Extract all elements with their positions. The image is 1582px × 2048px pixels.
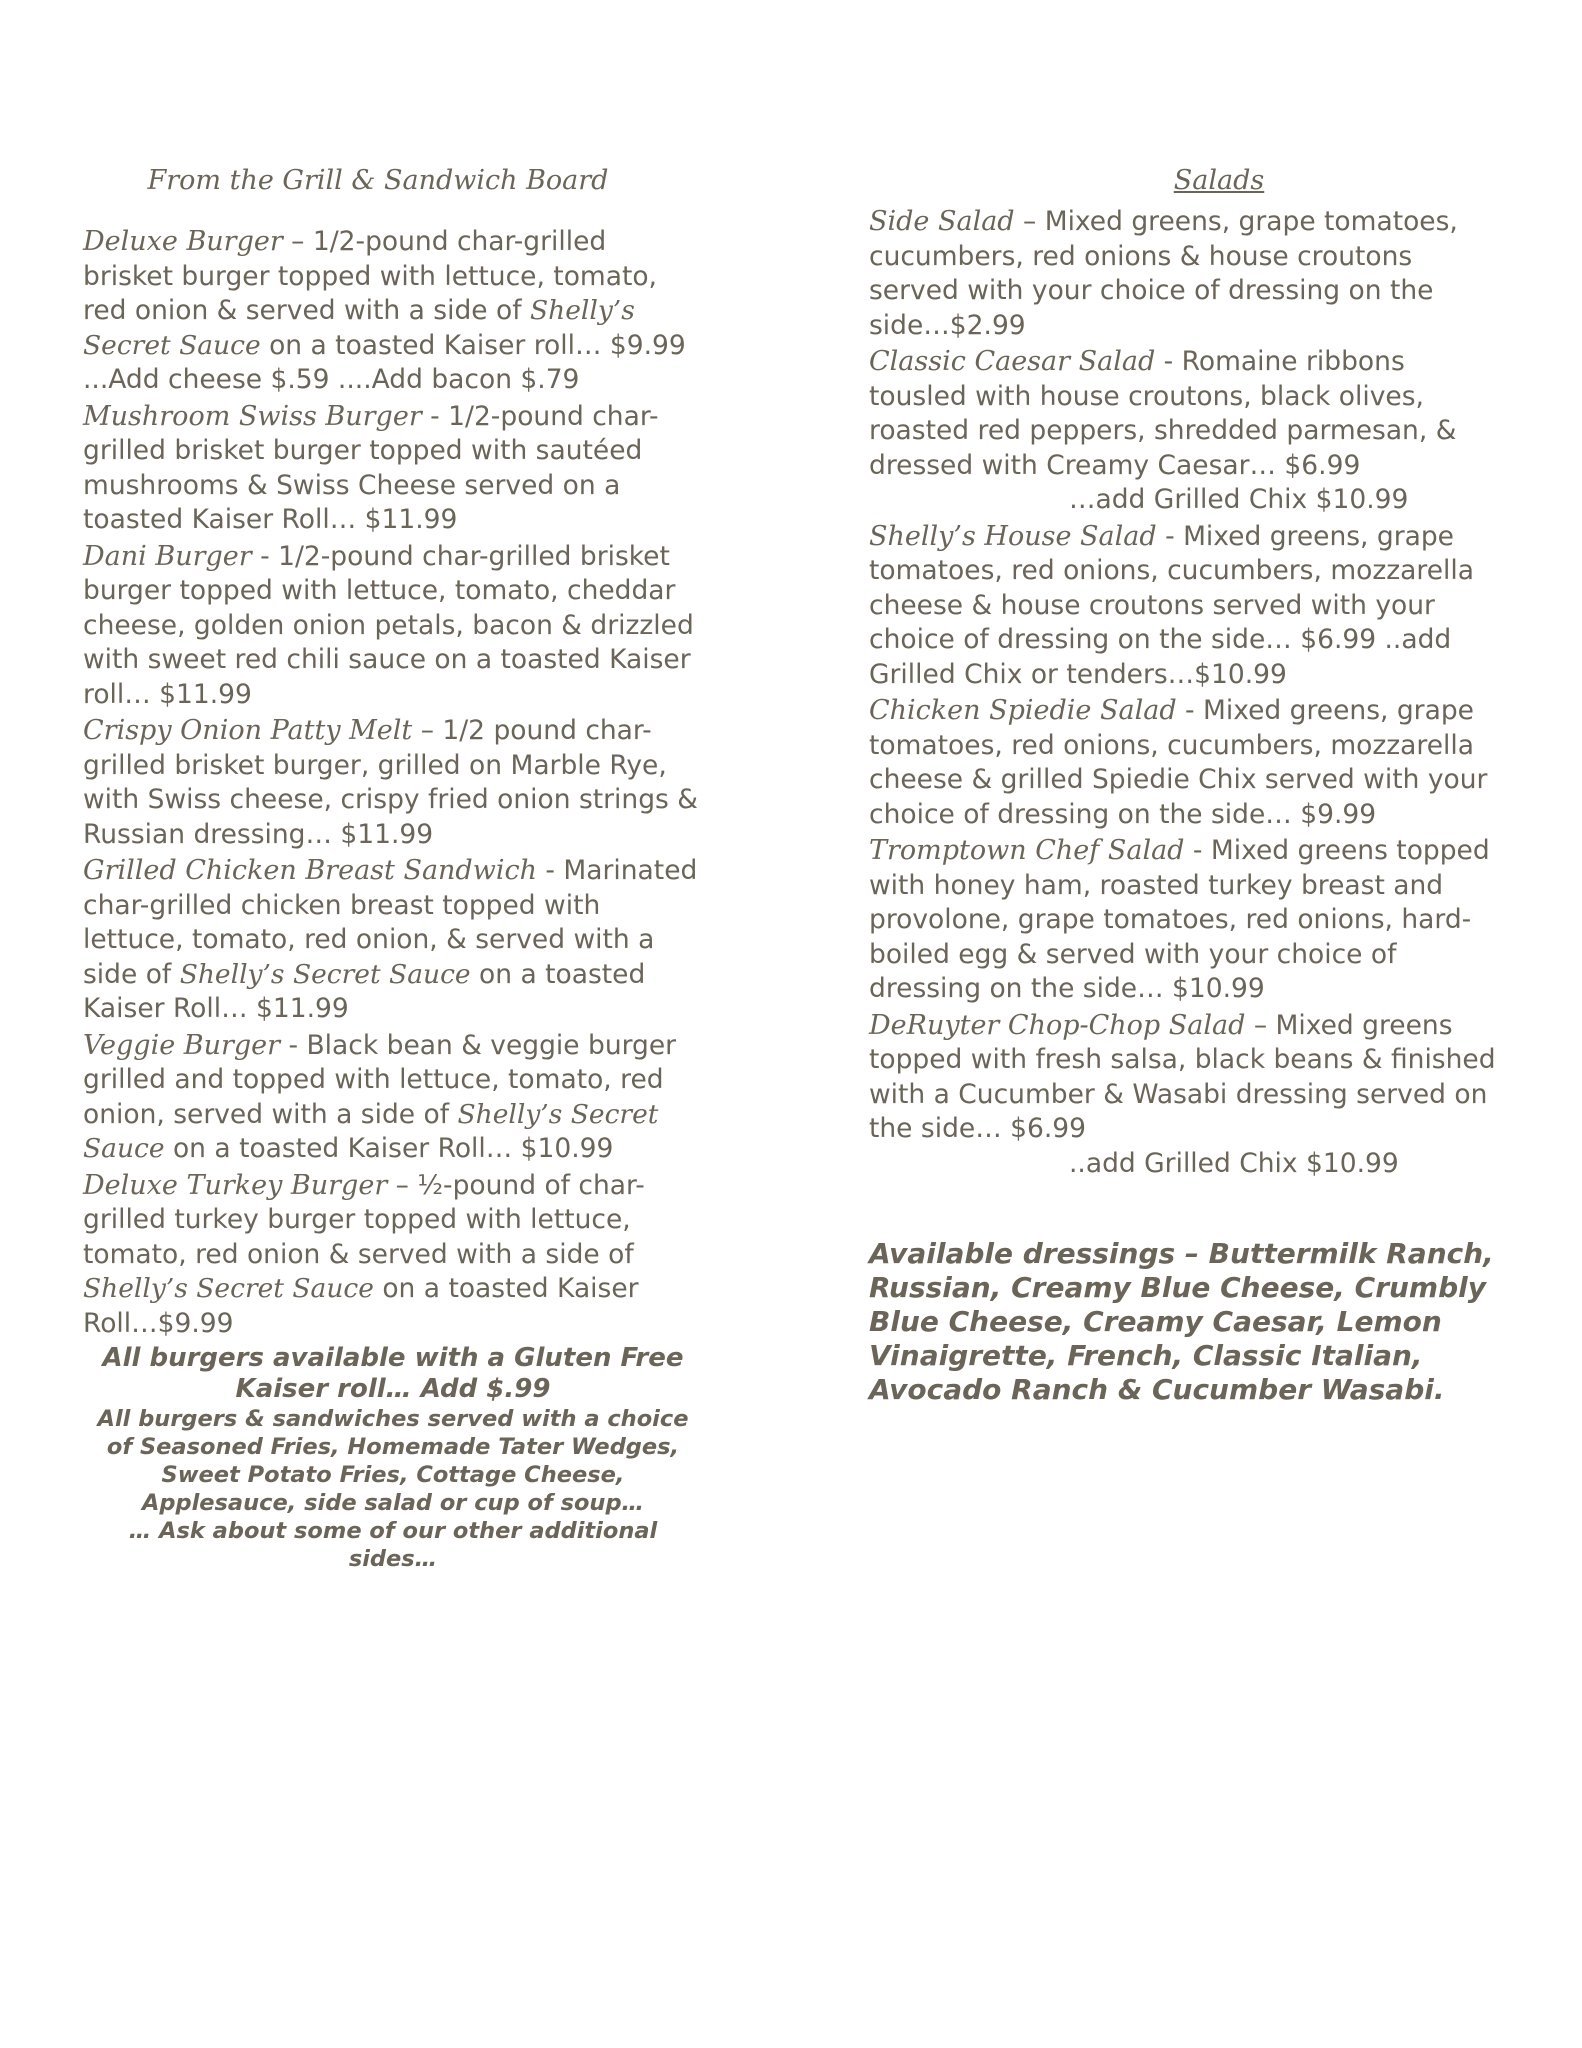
item-name: Chicken Spiedie Salad xyxy=(869,695,1177,727)
item-name: Shelly’s House Salad xyxy=(869,520,1157,552)
item-name: Classic Caesar Salad xyxy=(869,346,1156,378)
item-name: Grilled Chicken Breast Sandwich xyxy=(83,855,537,887)
menu-item: Shelly’s House Salad - Mixed greens, grape tomatoes, red onions, cucumbers, mozzarella cheese & house croutons served with your choice of dressing on the side… $6.99 ..add Grilled Chix or tenders…$10.99 xyxy=(869,520,1474,690)
grill-section-title: From the Grill & Sandwich Board xyxy=(147,165,609,196)
menu-item: Grilled Chicken Breast Sandwich - Marinated char-grilled chicken breast topped with lettuce, tomato, red onion, & served with a side of Shelly’s Secret Sauce on a toasted Kaiser Roll… $11.99 xyxy=(83,855,698,1025)
item-description: Mixed greens, grape tomatoes, cucumbers, red onions & house croutons served with your choice of dressing on the side…$2.99 xyxy=(869,206,1458,341)
item-name: Deluxe Burger xyxy=(83,226,283,258)
item-description-end: on a toasted Kaiser roll… $9.99 ...Add cheese $.59 ....Add bacon $.79 xyxy=(83,329,686,396)
item-description: Romaine ribbons tousled with house croutons, black olives, roasted red peppers, shredded parmesan, & dressed with Creamy Caesar… $6.99 xyxy=(869,346,1457,481)
item-addon: ..add Grilled Chix $10.99 xyxy=(1069,1147,1399,1179)
sides-note: All burgers & sandwiches served with a choice of Seasoned Fries, Homemade Tater Wedges, Sweet Potato Fries, Cottage Cheese, Applesauce, side salad or cup of soup… xyxy=(97,1406,689,1517)
salads-column xyxy=(869,165,1509,1407)
menu-item: Deluxe Burger – 1/2-pound char-grilled brisket burger topped with lettuce, tomato, red onion & served with a side of Shelly’s Secret Sauce on a toasted Kaiser roll… $9.99 ...Add cheese $.59 ....Add bacon $.79 xyxy=(83,226,686,396)
menu-item: Dani Burger - 1/2-pound char-grilled brisket burger topped with lettuce, tomato, cheddar cheese, golden onion petals, bacon & drizzled with sweet red chili sauce on a toasted Kaiser roll… $11.99 xyxy=(83,540,694,710)
item-description-end: on a toasted Kaiser Roll… $11.99 xyxy=(83,958,646,1025)
item-description: Marinated char-grilled chicken breast topped with lettuce, tomato, red onion, & served with a side of xyxy=(83,855,698,990)
additional-sides-note: … Ask about some of our other additional sides… xyxy=(128,1518,658,1573)
item-description: Mixed greens topped with fresh salsa, black beans & finished with a Cucumber & Wasabi dressing served on the side… $6.99 xyxy=(869,1009,1496,1145)
gluten-free-note: All burgers available with a Gluten Free Kaiser roll… Add $.99 xyxy=(102,1343,684,1405)
item-name: Deluxe Turkey Burger xyxy=(83,1169,388,1201)
item-description: ½-pound of char-grilled turkey burger topped with lettuce, tomato, red onion & served with a side of xyxy=(83,1169,645,1270)
secret-sauce: Shelly’s Secret Sauce xyxy=(83,1098,659,1165)
salads-section-title: Salads xyxy=(1173,165,1265,196)
secret-sauce: Shelly’s Secret Sauce xyxy=(179,958,471,990)
item-description: Black bean & veggie burger grilled and topped with lettuce, tomato, red onion, served with a side of xyxy=(83,1029,677,1130)
menu-item: Classic Caesar Salad - Romaine ribbons tousled with house croutons, black olives, roasted red peppers, shredded parmesan, & dressed with Creamy Caesar… $6.99 …add Grilled Chix $10.99 xyxy=(869,345,1509,518)
item-name: Dani Burger xyxy=(83,540,252,572)
item-name: Mushroom Swiss Burger xyxy=(83,400,422,432)
item-name: DeRuyter Chop-Chop Salad xyxy=(869,1009,1246,1041)
item-name: Veggie Burger xyxy=(83,1029,281,1061)
item-description: 1/2-pound char-grilled brisket burger topped with lettuce, tomato, red onion & served with a side of xyxy=(83,226,657,327)
secret-sauce: Shelly’s Secret Sauce xyxy=(83,295,635,361)
item-description: 1/2-pound char-grilled brisket burger topped with lettuce, tomato, cheddar cheese, golden onion petals, bacon & drizzled with sweet red chili sauce on a toasted Kaiser roll… $11.99 xyxy=(83,540,694,710)
menu-item: Veggie Burger - Black bean & veggie burger grilled and topped with lettuce, tomato, red onion, served with a side of Shelly’s Secret Sauce on a toasted Kaiser Roll… $10.99 xyxy=(83,1029,677,1165)
item-description: Mixed greens, grape tomatoes, red onions, cucumbers, mozzarella cheese & grilled Spiedie Chix served with your choice of dressing on the side… $9.99 xyxy=(869,695,1488,830)
item-description: 1/2 pound char-grilled brisket burger, grilled on Marble Rye, with Swiss cheese, crispy fried onion strings & Russian dressing… $11.99 xyxy=(83,715,698,850)
item-description-end: on a toasted Kaiser Roll…$9.99 xyxy=(83,1273,639,1339)
menu-item: Chicken Spiedie Salad - Mixed greens, grape tomatoes, red onions, cucumbers, mozzarella cheese & grilled Spiedie Chix served with your choice of dressing on the side… $9.99 xyxy=(869,695,1488,830)
item-description: 1/2-pound char-grilled brisket burger topped with sautéed mushrooms & Swiss Cheese served on a toasted Kaiser Roll… $11.99 xyxy=(83,400,659,536)
menu-item: DeRuyter Chop-Chop Salad – Mixed greens topped with fresh salsa, black beans & finished with a Cucumber & Wasabi dressing served on the side… $6.99 ..add Grilled Chix $10.99 xyxy=(869,1009,1509,1182)
item-description: Mixed greens topped with honey ham, roasted turkey breast and provolone, grape tomatoes, red onions, hard-boiled egg & served with your choice of dressing on the side… $10.99 xyxy=(869,835,1490,1005)
menu-item: Mushroom Swiss Burger - 1/2-pound char-grilled brisket burger topped with sautéed mushrooms & Swiss Cheese served on a toasted Kaiser Roll… $11.99 xyxy=(83,400,659,536)
secret-sauce: Shelly’s Secret Sauce xyxy=(83,1273,374,1305)
grill-sandwich-column xyxy=(83,165,703,1573)
item-name: Crispy Onion Patty Melt xyxy=(83,715,413,747)
item-addon: …add Grilled Chix $10.99 xyxy=(1069,484,1409,516)
menu-item: Crispy Onion Patty Melt – 1/2 pound char-grilled brisket burger, grilled on Marble Rye, with Swiss cheese, crispy fried onion strings & Russian dressing… $11.99 xyxy=(83,715,698,850)
item-description: Mixed greens, grape tomatoes, red onions, cucumbers, mozzarella cheese & house croutons served with your choice of dressing on the side… $6.99 ..add Grilled Chix or tenders…$10.99 xyxy=(869,520,1474,690)
menu-item: Side Salad – Mixed greens, grape tomatoes, cucumbers, red onions & house croutons served with your choice of dressing on the side…$2.99 xyxy=(869,206,1458,341)
item-name: Side Salad xyxy=(869,206,1015,238)
menu-item: Deluxe Turkey Burger – ½-pound of char-grilled turkey burger topped with lettuce, tomato, red onion & served with a side of Shelly’s Secret Sauce on a toasted Kaiser Roll…$9.99 xyxy=(83,1169,645,1339)
item-name: Tromptown Chef Salad xyxy=(869,835,1185,867)
item-description-end: on a toasted Kaiser Roll… $10.99 xyxy=(164,1133,614,1165)
available-dressings: Available dressings – Buttermilk Ranch, Russian, Creamy Blue Cheese, Crumbly Blue Cheese, Creamy Caesar, Lemon Vinaigrette, French, Classic Italian, Avocado Ranch & Cucumber Wasabi. xyxy=(869,1237,1494,1407)
menu-item: Tromptown Chef Salad - Mixed greens topped with honey ham, roasted turkey breast and provolone, grape tomatoes, red onions, hard-boiled egg & served with your choice of dressing on the side… $10.99 xyxy=(869,835,1490,1005)
